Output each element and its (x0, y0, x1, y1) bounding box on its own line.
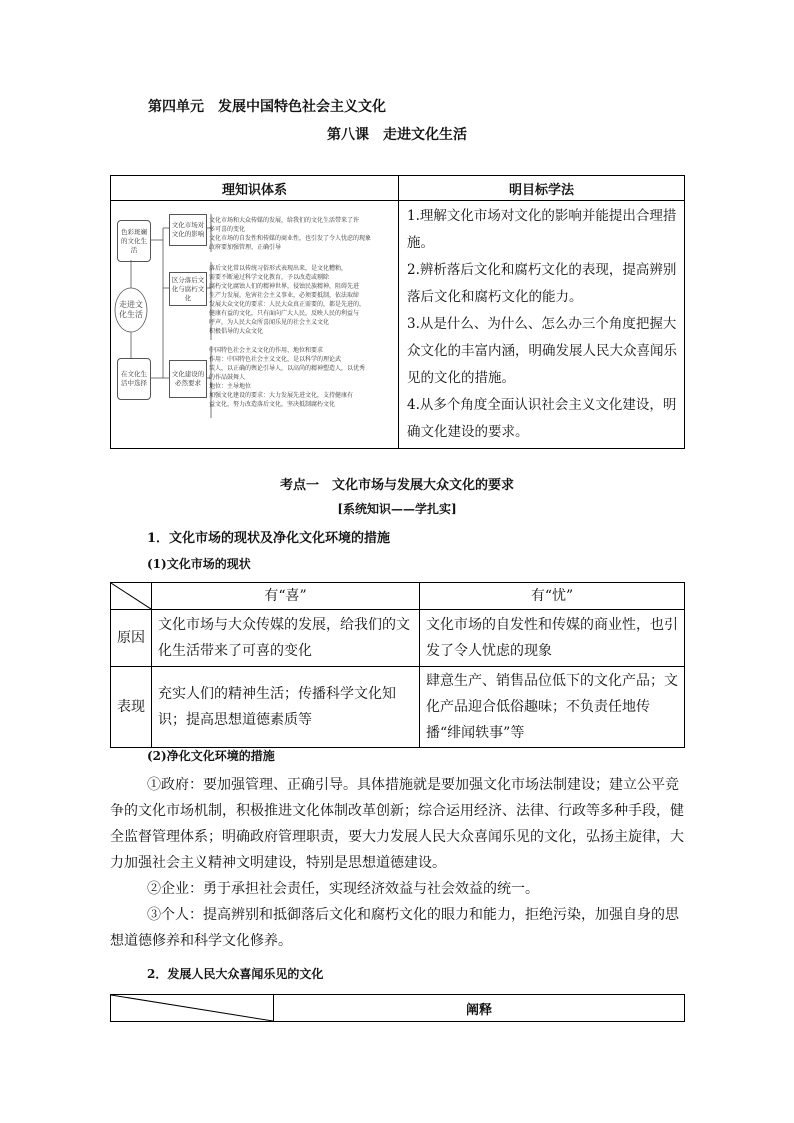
mindmap-line: 加强文化建设的要求：大力发展先进文化，支持健康有 (209, 392, 354, 399)
mindmap (111, 200, 397, 450)
goal-item: 2.辨析落后文化和腐朽文化的表现，提高辨别落后文化和腐朽文化的能力。 (407, 262, 677, 305)
unit-title: 第四单元 发展中国特色社会主义文化 (148, 99, 386, 115)
mindmap-line: 中国特色社会主义文化的作用、地位和要求 (209, 347, 324, 354)
lesson-title: 第八课 走进文化生活 (327, 127, 467, 143)
section-title: 考点一 文化市场与发展大众文化的要求 (279, 478, 514, 493)
mindmap-line: 腐朽文化腐蚀人们的精神世界，侵蚀民族精神，阻碍先进 (209, 283, 360, 290)
box-culture-construction: 文化建设的必然要求 (169, 360, 207, 398)
measure-enterprise: ②企业：勇于承担社会责任，实现经济效益与社会效益的统一。 (147, 881, 539, 897)
mindmap-line: 生产力发展，危害社会主义事业，必须要抵制，依法取缔 (209, 292, 360, 299)
reason-you: 文化市场的自发性和传媒的商业性，也引发了令人忧虑的现象 (420, 610, 685, 667)
measure-individual: ③个人：提高辨别和抵御落后文化和腐朽文化的眼力和能力，拒绝污染，加强自身的思想道德修养和科学文化修养。 (110, 907, 679, 949)
section-subtitle: [系统知识——学扎实] (337, 502, 457, 516)
mindmap-line: 文化市场和大众传媒的发展，给我们的文化生活带来了许 (209, 217, 360, 224)
row-label-expression: 表现 (111, 667, 152, 748)
box-backward-culture: 区分落后文化与腐朽文化 (169, 272, 207, 306)
mindmap-line: 多可喜的变化 (209, 226, 246, 233)
goal-item: 4.从多个角度全面认识社会主义文化建设，明确文化建设的要求。 (407, 397, 677, 440)
mindmap-text-1 (209, 216, 397, 252)
measure-government: ①政府：要加强管理、正确引导。具体措施就是要加强文化市场法制建设；建立公平竞争的文化市场机制，积极推进文化体制改革创新；综合运用经济、法律、行政等多种手段，健全监督管理体系；明确政府管理职责，要大力发展人民大众喜闻乐见的文化，弘扬主旋律，大力加强社会主义精神文明建设，特别是思想道德建设。 (110, 777, 684, 871)
topic-center: 走进文化生活 (119, 300, 143, 319)
knowledge-header: 理知识体系 (111, 176, 399, 201)
mindmap-line: 的作品鼓舞人 (209, 374, 246, 381)
mindmap-line: 益文化，努力改造落后文化，坚决抵制腐朽文化 (209, 401, 336, 408)
heading-1: 1．文化市场的现状及净化文化环境的措施 (147, 531, 391, 546)
expression-you: 肆意生产、销售品位低下的文化产品；文化产品迎合低俗趣味；不负责任地传播“绯闻轶事”等 (420, 667, 685, 748)
topic-choice: 在文化生活中选择 (117, 358, 151, 400)
heading-1-1: (1)文化市场的现状 (147, 557, 251, 571)
mindmap-line: 积极倡导的大众文化 (209, 328, 264, 335)
expression-xi: 充实人们的精神生活；传播科学文化知识；提高思想道德素质等 (152, 667, 420, 748)
mindmap-line: 地位：主导地位 (209, 383, 252, 390)
heading-1-2: (2)净化文化环境的措施 (147, 749, 275, 763)
topic-colorful-life: 色彩斑斓的文化生活 (117, 220, 151, 262)
goal-item: 1.理解文化市场对文化的影响并能提出合理措施。 (407, 208, 677, 251)
mindmap-text-3 (209, 346, 397, 409)
diagonal-corner-2 (111, 995, 274, 1022)
mindmap-line: 装人，以正确的舆论引导人，以高尚的精神塑造人，以优秀 (209, 365, 366, 372)
goals-header: 明目标学法 (399, 176, 685, 201)
header-explanation: 阐释 (274, 995, 685, 1022)
header-xi: 有“喜” (152, 583, 420, 610)
box-culture-market: 文化市场对文化的影响 (169, 214, 207, 246)
mindmap-line: 作用：中国特色社会主义文化，是以科学的理论武 (209, 356, 342, 363)
goals-cell (399, 201, 685, 449)
mindmap-line: 文化市场的自发性和传媒的商业性，也引发了令人忧虑的现象 (209, 235, 372, 242)
market-status-table (110, 582, 685, 748)
mindmap-line: 政府要加强管理、正确引导 (209, 244, 282, 251)
mindmap-text-2 (209, 264, 397, 336)
reason-xi: 文化市场与大众传媒的发展，给我们的文化生活带来了可喜的变化 (152, 610, 420, 667)
goal-item: 3.从是什么、为什么、怎么办三个角度把握大众文化的丰富内涵，明确发展人民大众喜闻乐见的文化的措施。 (407, 316, 677, 386)
mindmap-line: 呼声，为人民大众所喜闻乐见的社会主义文化 (209, 319, 330, 326)
mindmap-line: 健康有益的文化，只有面向广大人民，反映人民的利益与 (209, 310, 360, 317)
row-label-reason: 原因 (111, 610, 152, 667)
mindmap-line: 落后文化常以传统习俗形式表现出来，是文化糟粕， (209, 265, 348, 272)
mindmap-line: 需要不断通过科学文化教育，予以改造或剔除 (209, 274, 330, 281)
header-you: 有“忧” (420, 583, 685, 610)
heading-2: 2．发展人民大众喜闻乐见的文化 (147, 967, 324, 981)
popular-culture-table (110, 994, 685, 1022)
mindmap-line: 发展大众文化的要求：人民大众真正需要的，都是先进的， (209, 301, 366, 308)
diagonal-corner (111, 583, 152, 610)
measures-paragraphs (110, 772, 685, 954)
